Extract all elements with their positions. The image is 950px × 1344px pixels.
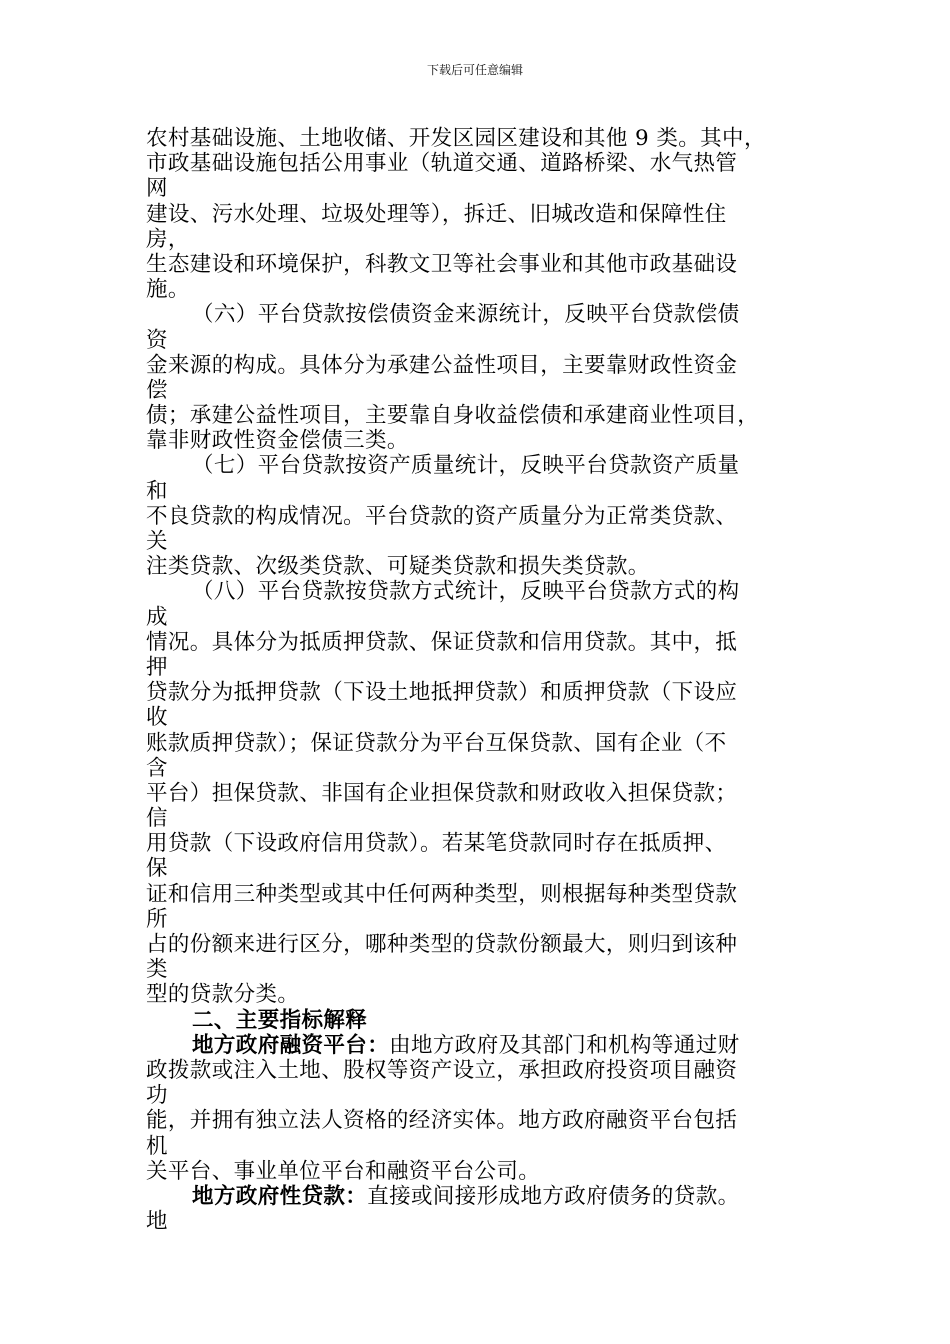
definition-line: 能，并拥有独立法人资格的经济实体。地方政府融资平台包括 bbox=[146, 1108, 738, 1134]
text-line: 型的贷款分类。 bbox=[146, 982, 300, 1008]
definition-first-line bbox=[146, 1033, 814, 1058]
definition-text: 直接或间接形成地方政府债务的贷款。 bbox=[367, 1183, 740, 1209]
definition-line: 关平台、事业单位平台和融资平台公司。 bbox=[146, 1158, 541, 1184]
text-line: 市政基础设施包括公用事业（轨道交通、道路桥梁、水气热管 bbox=[146, 151, 738, 177]
definition-line: 机 bbox=[146, 1133, 168, 1159]
text-line: 平台）担保贷款、非国有企业担保贷款和财政收入担保贷款； bbox=[146, 780, 738, 806]
text-line: 情况。具体分为抵质押贷款、保证贷款和信用贷款。其中，抵 bbox=[146, 629, 738, 655]
text-line: （六）平台贷款按偿债资金来源统计，反映平台贷款偿债 bbox=[192, 302, 740, 328]
definition-financing-platform bbox=[146, 1033, 814, 1184]
text-line: 建设、污水处理、垃圾处理等），拆迁、旧城改造和保障性住 bbox=[146, 201, 727, 227]
text-line: 和 bbox=[146, 478, 168, 504]
text-line: 用贷款（下设政府信用贷款）。若某笔贷款同时存在抵质押、 bbox=[146, 831, 727, 857]
text-line: 资 bbox=[146, 327, 168, 353]
text-line: 施。 bbox=[146, 277, 190, 303]
text-line: 关 bbox=[146, 529, 168, 554]
definition-first-line bbox=[146, 1184, 814, 1209]
text-line: 金来源的构成。具体分为承建公益性项目，主要靠财政性资金 bbox=[146, 352, 738, 378]
text-line: 成 bbox=[146, 604, 168, 630]
text-line: 所 bbox=[146, 906, 168, 932]
text-line: 占的份额来进行区分，哪种类型的贷款份额最大，则归到该种 bbox=[146, 932, 738, 957]
paragraph-lines bbox=[146, 126, 814, 1008]
text-line: 含 bbox=[146, 755, 168, 781]
text-line: （七）平台贷款按资产质量统计，反映平台贷款资产质量 bbox=[192, 453, 740, 479]
definition-text: 由地方政府及其部门和机构等通过财 bbox=[389, 1032, 740, 1058]
text-line: 农村基础设施、土地收储、开发区园区建设和其他 9 类。其中， bbox=[146, 126, 766, 151]
text-line: 不良贷款的构成情况。平台贷款的资产质量分为正常类贷款、 bbox=[146, 503, 738, 529]
page-header: 下载后可任意编辑 bbox=[426, 63, 523, 77]
text-line: 生态建设和环境保护，科教文卫等社会事业和其他市政基础设 bbox=[146, 251, 738, 277]
text-line: 网 bbox=[146, 176, 168, 202]
text-line: 信 bbox=[146, 806, 168, 832]
text-line: 房， bbox=[146, 226, 190, 252]
text-line: 类 bbox=[146, 957, 168, 983]
text-line: 偿 bbox=[146, 377, 168, 403]
text-line: 贷款分为抵押贷款（下设土地抵押贷款）和质押贷款（下设应 bbox=[146, 680, 738, 706]
definition-line: 功 bbox=[146, 1083, 168, 1109]
text-line: 收 bbox=[146, 705, 168, 731]
text-line: 注类贷款、次级类贷款、可疑类贷款和损失类贷款。 bbox=[146, 554, 650, 580]
definition-term: 地方政府融资平台： bbox=[192, 1032, 390, 1058]
text-line: 靠非财政性资金偿债三类。 bbox=[146, 428, 409, 454]
definition-line: 地 bbox=[146, 1209, 168, 1235]
definition-government-loan bbox=[146, 1184, 814, 1234]
definition-line: 政拨款或注入土地、股权等资产设立，承担政府投资项目融资 bbox=[146, 1057, 738, 1083]
text-line: 证和信用三种类型或其中任何两种类型，则根据每种类型贷款 bbox=[146, 881, 738, 907]
text-line: 账款质押贷款）；保证贷款分为平台互保贷款、国有企业（不 bbox=[146, 730, 727, 756]
definition-term: 地方政府性贷款： bbox=[192, 1183, 368, 1209]
text-line: 债；承建公益性项目，主要靠自身收益偿债和承建商业性项目， bbox=[146, 403, 760, 429]
text-line: 押 bbox=[146, 654, 168, 680]
text-line: （八）平台贷款按贷款方式统计，反映平台贷款方式的构 bbox=[192, 579, 740, 605]
document-body bbox=[146, 126, 814, 1234]
section-heading: 二、主要指标解释 bbox=[192, 1007, 368, 1033]
text-line: 保 bbox=[146, 856, 168, 882]
